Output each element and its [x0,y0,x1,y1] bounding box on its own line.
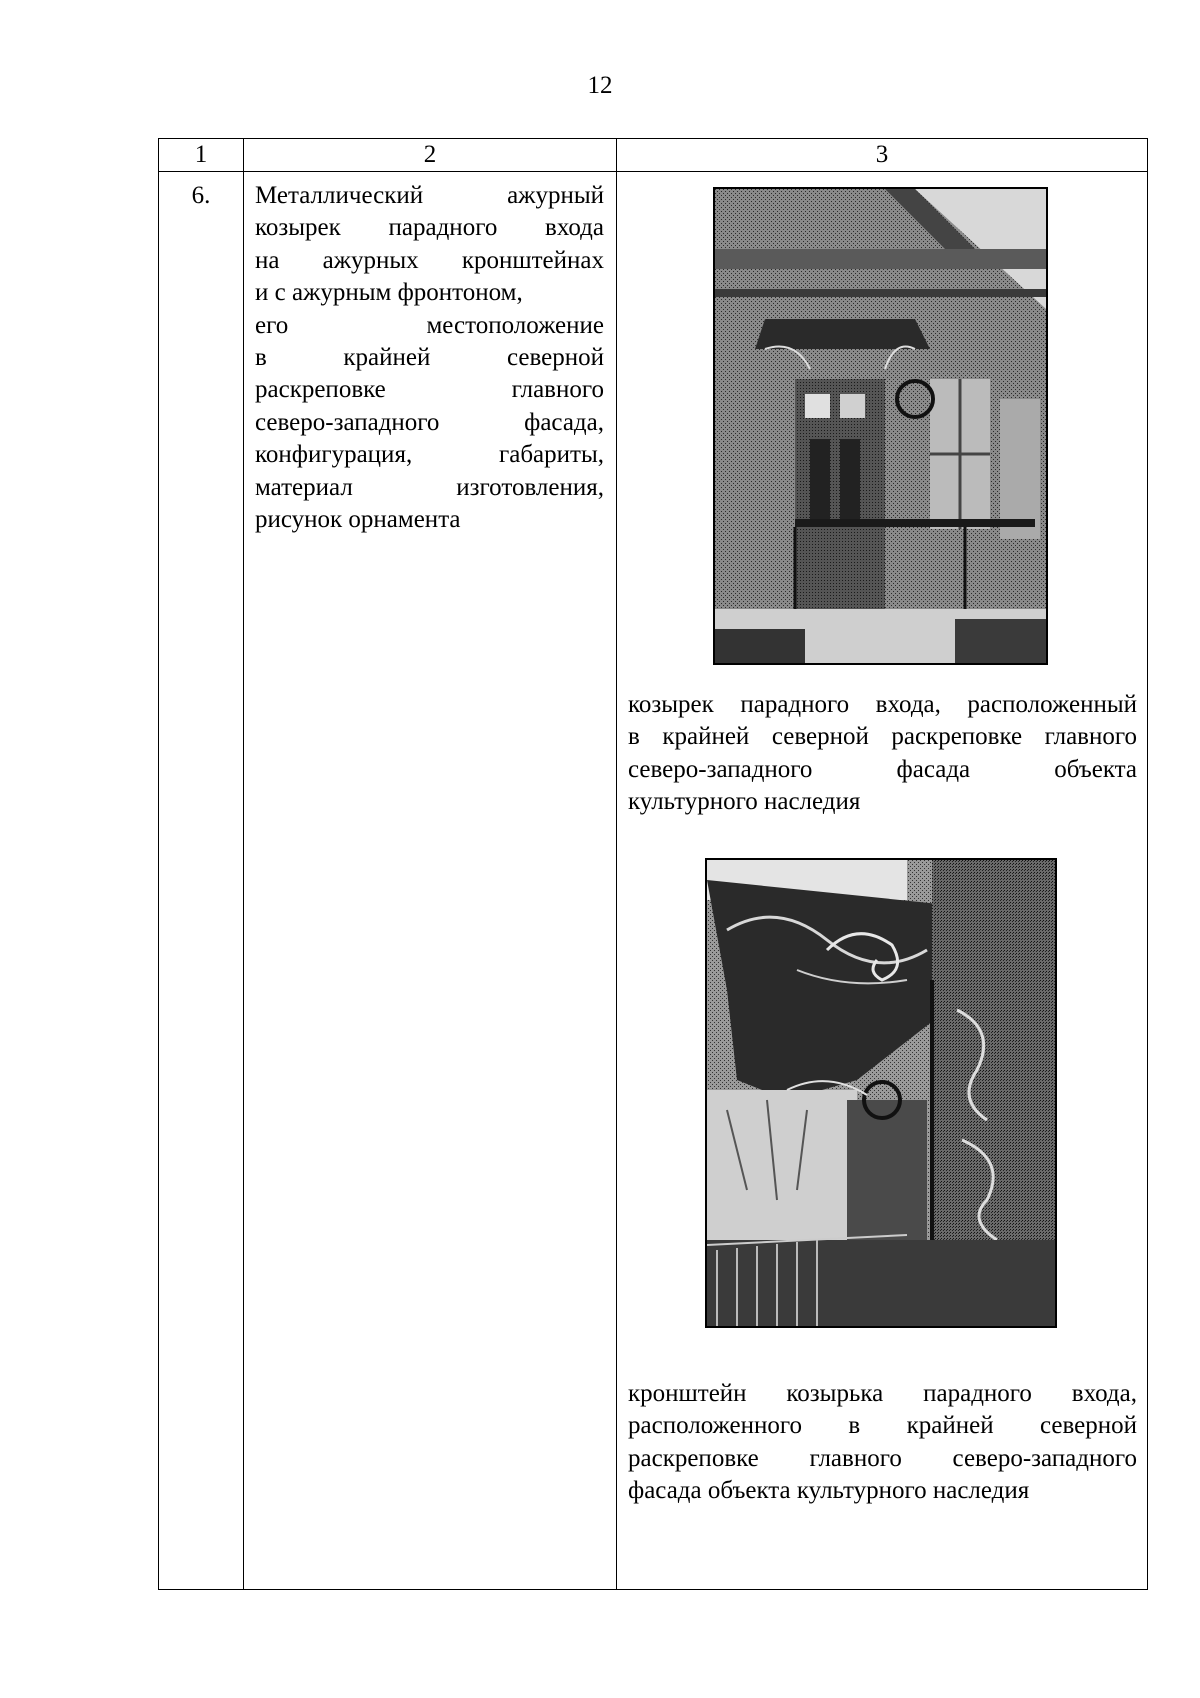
description-line: конфигурация, габариты, [255,441,604,469]
porch-canopy-image [715,189,1046,663]
column-header-3: 3 [617,139,1148,172]
description-line: северо-западного фасада, [255,408,604,436]
canopy-bracket-image [707,860,1055,1326]
description-line: рисунок орнамента [255,506,461,534]
description-line: козырек парадного входа [255,214,604,242]
column-header-1: 1 [159,139,244,172]
porch-canopy-photo [713,187,1048,665]
column-header-2: 2 [244,139,617,172]
item-description [244,172,617,1590]
caption-line: расположенного в крайней северной [628,1412,1137,1440]
caption-line: раскреповке главного северо-западного [628,1444,1137,1472]
description-line: его местоположение [255,311,604,339]
photo-caption-1 [628,689,1137,819]
description-line: и с ажурным фронтоном, [255,279,523,307]
heritage-table [158,138,1148,1590]
description-line: на ажурных кронштейнах [255,246,604,274]
caption-line: северо-западного фасада объекта [628,755,1137,783]
caption-line: культурного наследия [628,788,861,816]
caption-line: козырек парадного входа, расположенный [628,691,1137,718]
caption-line: в крайней северной раскреповке главного [628,723,1137,751]
description-line: раскреповке главного [255,376,604,404]
photo-caption-2 [628,1378,1137,1508]
description-line: в крайней северной [255,344,604,372]
caption-line: кронштейн козырька парадного входа, [628,1380,1137,1407]
caption-line: фасада объекта культурного наследия [628,1477,1030,1505]
row-number: 6. [159,172,244,1590]
canopy-bracket-photo [705,858,1057,1328]
photo-cell [617,172,1148,1590]
page-number: 12 [587,72,613,99]
description-line: материал изготовления, [255,473,604,501]
table-row [159,172,1148,1590]
table-header-row [159,139,1148,172]
description-line: Металлический ажурный [255,182,604,209]
